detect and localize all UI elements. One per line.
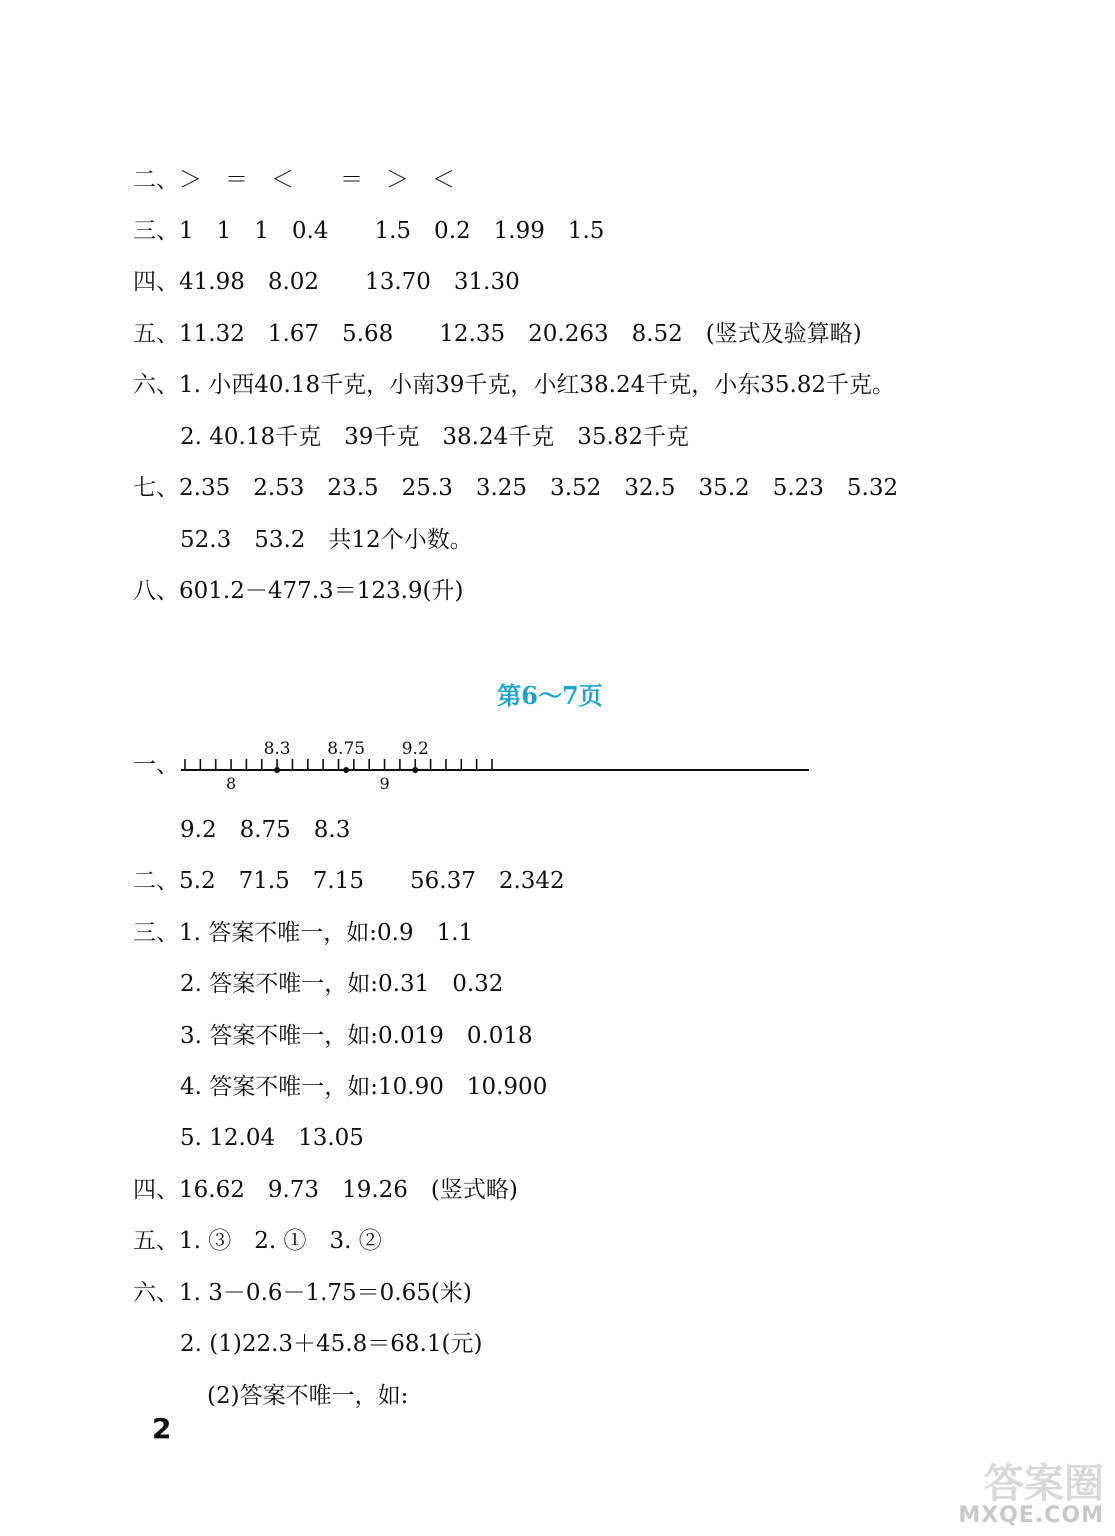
section-title: 第6～7页 xyxy=(497,681,603,710)
number-line-point xyxy=(274,767,280,773)
answer-line-3: 三、1 1 1 0.4 1.5 0.2 1.99 1.5 xyxy=(133,218,605,244)
answer-line-6-2: 2. 40.18千克 39千克 38.24千克 35.82千克 xyxy=(180,424,690,450)
answer-line-6b-3: (2)答案不唯一，如: xyxy=(207,1383,409,1409)
number-line-tick-label: 8 xyxy=(225,774,237,793)
answer-line-1-order: 9.2 8.75 8.3 xyxy=(180,817,351,843)
answer-line-5: 五、11.32 1.67 5.68 12.35 20.263 8.52 (竖式及验算略) xyxy=(133,321,862,347)
answer-line-4: 四、41.98 8.02 13.70 31.30 xyxy=(133,269,520,295)
number-line-prefix: 一、 xyxy=(133,752,179,778)
answer-line-6b-2: 2. (1)22.3＋45.8＝68.1(元) xyxy=(180,1331,483,1357)
number-line-point-label: 8.75 xyxy=(327,739,366,759)
answer-line-3b-1: 三、1. 答案不唯一，如:0.9 1.1 xyxy=(133,920,474,946)
answer-line-3b-4: 4. 答案不唯一，如:10.90 10.900 xyxy=(180,1074,548,1100)
answer-line-6b-1: 六、1. 3－0.6－1.75＝0.65(米) xyxy=(133,1280,472,1306)
answer-line-7-2: 52.3 53.2 共12个小数。 xyxy=(180,527,473,553)
watermark-logo: 答案圈 xyxy=(984,1461,1104,1507)
number-line-svg xyxy=(133,732,833,798)
answer-line-5b: 五、1. ③ 2. ① 3. ② xyxy=(133,1228,382,1254)
number-line-point xyxy=(343,767,349,773)
watermark xyxy=(915,1452,1110,1532)
answer-line-4b: 四、16.62 9.73 19.26 (竖式略) xyxy=(133,1177,518,1203)
answer-line-2: 二、＞ ＝ ＜ ＝ ＞ ＜ xyxy=(133,167,455,193)
answer-line-3b-3: 3. 答案不唯一，如:0.019 0.018 xyxy=(180,1023,533,1049)
number-line-question xyxy=(133,732,833,798)
answer-line-3b-5: 5. 12.04 13.05 xyxy=(180,1125,364,1151)
number-line-tick-label: 9 xyxy=(379,774,390,793)
watermark-site: MXQE.COM xyxy=(958,1503,1104,1528)
answer-line-3b-2: 2. 答案不唯一，如:0.31 0.32 xyxy=(180,971,504,997)
number-line-point-label: 8.3 xyxy=(263,739,291,759)
answer-line-7-1: 七、2.35 2.53 23.5 25.3 3.25 3.52 32.5 35.2 5.23 5.32 xyxy=(133,475,899,501)
number-line-point-label: 9.2 xyxy=(401,739,429,759)
page-number: 2 xyxy=(152,1412,172,1445)
answer-line-2b: 二、5.2 71.5 7.15 56.37 2.342 xyxy=(133,868,565,894)
answer-line-8: 八、601.2－477.3＝123.9(升) xyxy=(133,578,464,604)
number-line-point xyxy=(412,767,418,773)
answer-line-6-1: 六、1. 小西40.18千克，小南39千克，小红38.24千克，小东35.82千克。 xyxy=(133,372,896,398)
